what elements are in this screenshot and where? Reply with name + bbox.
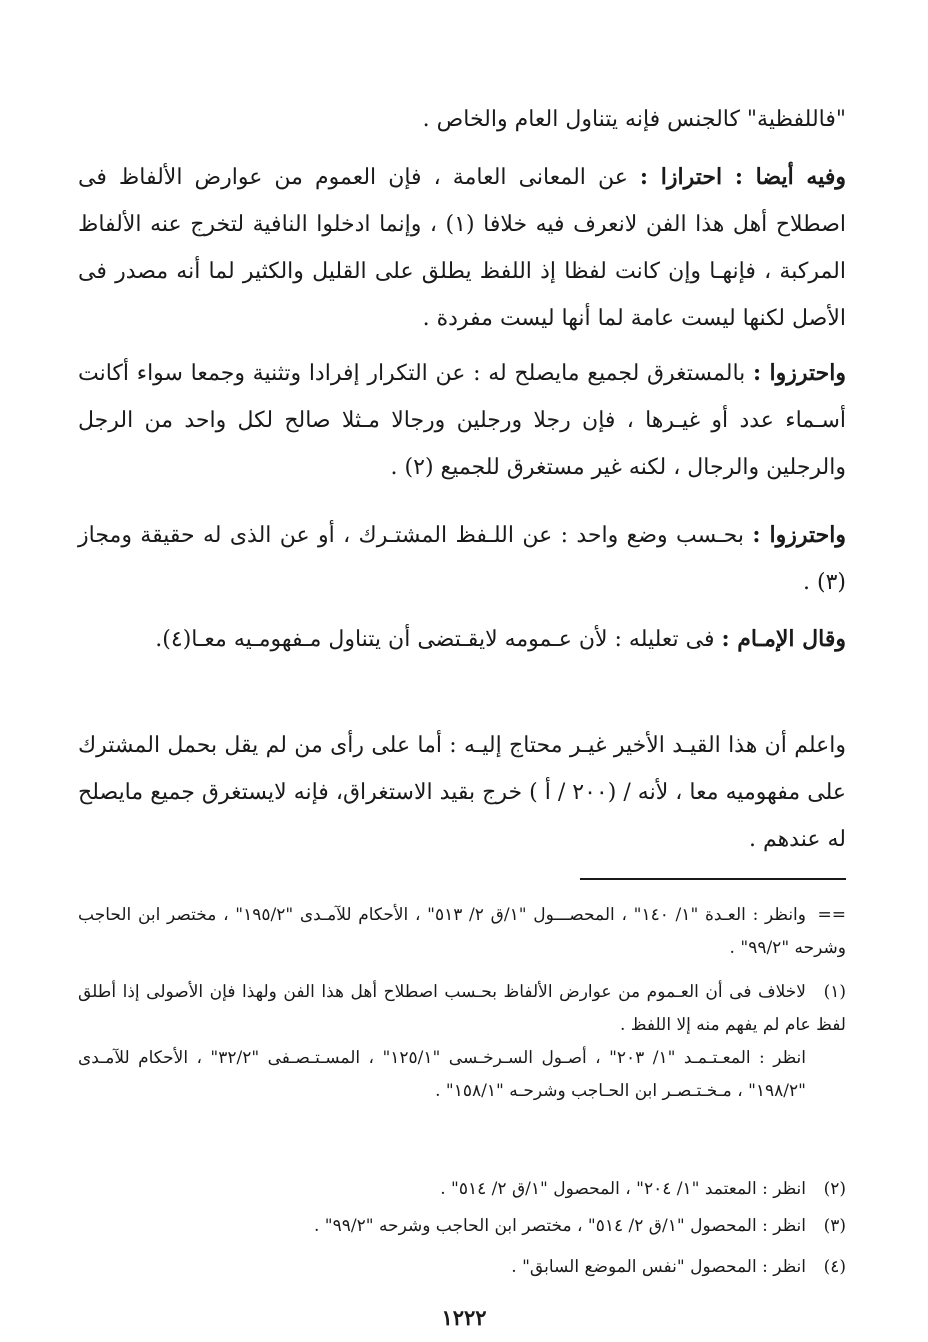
- footnote-2: [78, 1173, 846, 1206]
- footnote-text-references: انظر : المعـتـمـد "١/ ٢٠٣" ، أصـول السـرخـسى "١٢٥/١" ، المسـتـصـفى "٣٢/٢" ، الأحكام للآمـدى "١٩٨/٢" ، مـخـتـصـر ابن الحـاجب وشرحـه "١٥٨/١" .: [78, 1048, 806, 1101]
- footnote-marker: ==: [817, 905, 846, 925]
- paragraph-text: "فاللفظية" كالجنس فإنه يتناول العام والخاص .: [422, 107, 846, 132]
- footnote-1: [78, 976, 846, 1108]
- paragraph-repetition: [78, 350, 846, 491]
- paragraph-lead: وفيه أيضا : احترازا :: [639, 164, 846, 190]
- paragraph-general-meanings: [78, 154, 846, 342]
- paragraph-text: واعلم أن هذا القيـد الأخير غيـر محتاج إليـه : أما على رأى من لم يقل بحمل المشترك على مفهوميه معا ، لأنه / (٢٠٠ / أ ) خرج بقيد الاستغراق، فإنه لايستغرق جميع مايصلح له عندهم .: [78, 733, 846, 852]
- paragraph-text: بالمستغرق لجميع مايصلح له : عن التكرار إفرادا وتثنية وجمعا سواء أكانت أسـماء عدد أو غيـرها ، فإن رجلا ورجلين ورجالا مـثلا صالح لكل واحد من الرجل والرجلين والرجال ، لكنه غير مستغرق للجميع (٢) .: [78, 361, 846, 480]
- paragraph-intro: [78, 100, 846, 140]
- footnote-continued: [78, 899, 846, 965]
- footnote-number: (٤): [823, 1257, 846, 1277]
- footnote-text: انظر : المعتمد "١/ ٢٠٤" ، المحصول "١/ق ٢/ ٥١٤" .: [440, 1179, 806, 1199]
- footnote-number: (١): [823, 982, 846, 1002]
- paragraph-imam: [78, 618, 846, 661]
- paragraph-lead: واحترزوا :: [752, 522, 846, 548]
- footnote-text: لاخلاف فى أن العـموم من عوارض الألفاظ بحـسب اصطلاح أهل هذا الفن ولهذا فإن الأصولى إذا أطلق لفظ عام لم يفهم منه إلا اللفظ .: [78, 982, 846, 1035]
- paragraph-text: عن المعانى العامة ، فإن العموم من عوارض الألفاظ فى اصطلاح أهل هذا الفن لانعرف فيه خلافا (١) ، وإنما ادخلوا النافية لتخرج عنه الألفاظ المركبة ، فإنهـا وإن كانت لفظا إذ اللفظ يطلق على القليل والكثير لما أنه مصدر فى الأصل لكنها ليست عامة لما أنها ليست مفردة .: [78, 165, 847, 331]
- footnote-text: انظر : المحصول "نفس الموضع السابق" .: [511, 1257, 806, 1277]
- paragraph-text: بحـسب وضع واحد : عن اللـفظ المشتـرك ، أو عن الذى له حقيقة ومجاز (٣) .: [78, 523, 846, 595]
- paragraph-lead: واحترزوا :: [753, 360, 847, 386]
- footnote-number: (٣): [823, 1216, 846, 1236]
- page-number: ١٢٢٢: [441, 1305, 487, 1330]
- paragraph-last-condition: [78, 722, 846, 863]
- footnote-3: [78, 1210, 846, 1243]
- footnote-text: وانظر : العـدة "١/ ١٤٠" ، المحصـــول "١/ق ٢/ ٥١٣" ، الأحكام للآمـدى "١٩٥/٢" ، مختصر ابن الحاجب وشرحه "٩٩/٢" .: [78, 905, 846, 958]
- paragraph-text: فى تعليله : لأن عـمومه لايقـتضى أن يتناول مـفهومـيه معـا(٤).: [155, 627, 722, 652]
- footnote-number: (٢): [823, 1179, 846, 1199]
- paragraph-lead: وقال الإمـام :: [721, 626, 846, 652]
- footnote-4: [78, 1251, 846, 1284]
- footnote-text: انظر : المحصول "١/ق ٢/ ٥١٤" ، مختصر ابن الحاجب وشرحه "٩٩/٢" .: [313, 1216, 806, 1236]
- paragraph-shared-term: [78, 512, 846, 606]
- footnote-divider: [580, 878, 846, 880]
